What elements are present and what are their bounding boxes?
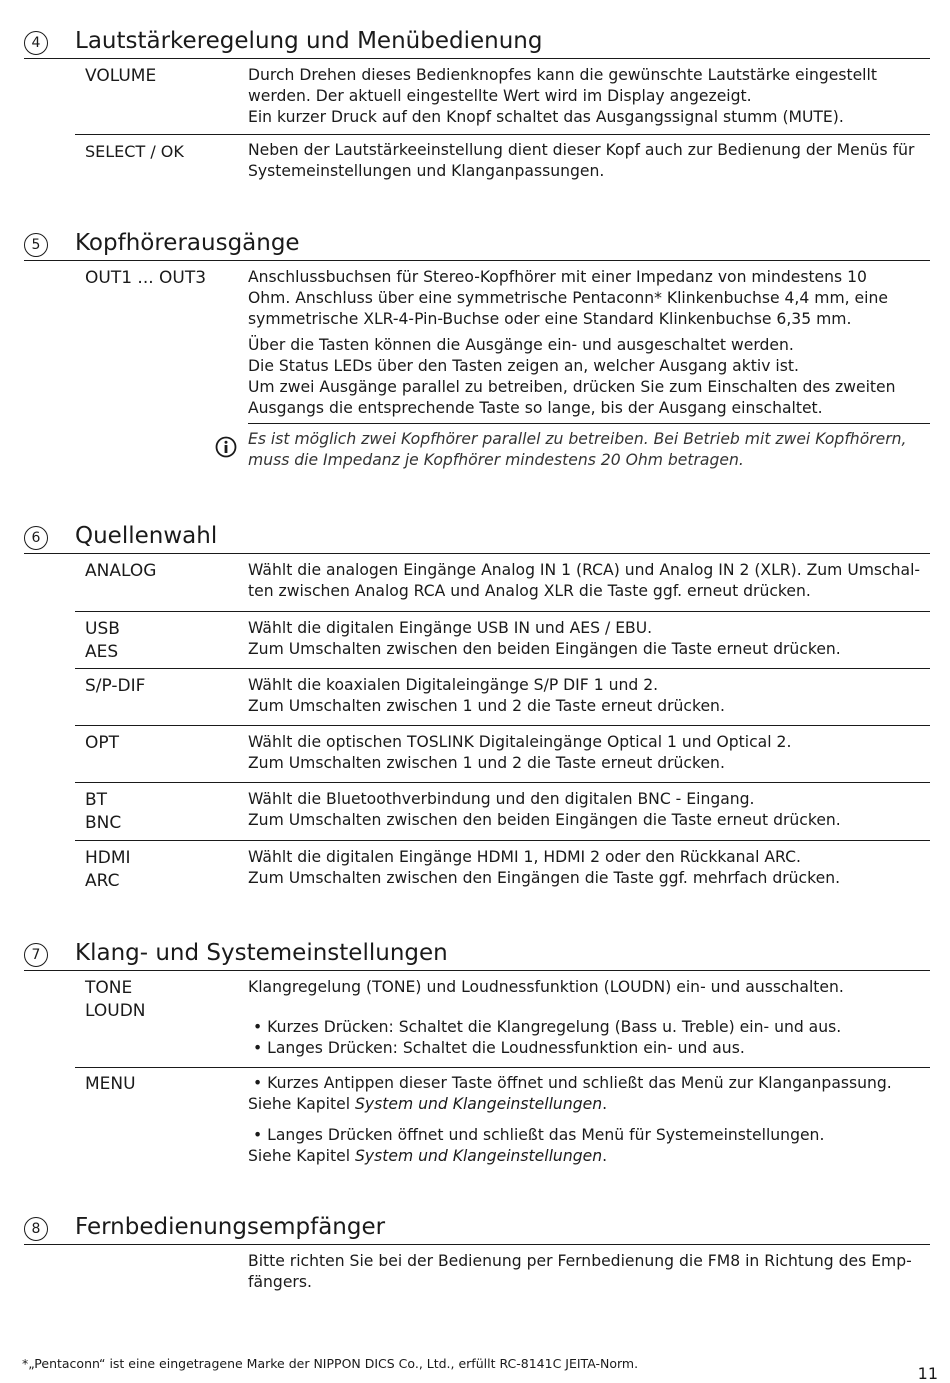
row-label: USB AES	[85, 619, 120, 662]
table-row	[75, 976, 930, 1068]
table-row	[75, 782, 930, 839]
section-rule	[24, 1244, 930, 1245]
table-row	[75, 668, 930, 725]
section-remote-receiver	[24, 1210, 930, 1291]
table-row	[75, 1067, 930, 1178]
row-description: Wählt die analogen Eingänge Analog IN 1 (RCA) und Analog IN 2 (XLR). Zum Umschal- ten zwischen Analog RCA und Analog XLR die Taste ggf. erneut drücken.	[248, 561, 921, 600]
section-rule	[24, 553, 930, 554]
section-title: Lautstärkeregelung und Menübedienung	[75, 28, 543, 54]
row-description: Durch Drehen dieses Bedienknopfes kann die gewünschte Lautstärke eingestellt werden. Der aktuell eingestellte Wert wird im Display angezeigt. Ein kurzer Druck auf den Knopf schaltet das Ausgangssignal stumm (MUTE).	[248, 66, 877, 126]
list-item: • Langes Drücken: Schaltet die Loudnessfunktion ein- und aus.	[248, 1039, 745, 1057]
row-label: VOLUME	[85, 66, 157, 86]
section-rule	[24, 970, 930, 971]
row-label: TONE LOUDN	[85, 978, 146, 1021]
table-row	[75, 134, 930, 185]
row-label: BT BNC	[85, 790, 122, 833]
row-description: Bitte richten Sie bei der Bedienung per Fernbedienung die FM8 in Richtung des Emp- fängers.	[248, 1252, 912, 1291]
row-description: Neben der Lautstärkeeinstellung dient dieser Kopf auch zur Bedienung der Menüs für Systemeinstellungen und Klanganpassungen.	[248, 141, 915, 180]
row-label: MENU	[85, 1074, 136, 1094]
section-source-selection	[24, 519, 930, 891]
section-sound-system-settings	[24, 936, 930, 1165]
section-volume-menu	[24, 24, 930, 180]
row-description: Anschlussbuchsen für Stereo-Kopfhörer mit einer Impedanz von mindestens 10 Ohm. Anschluss über eine symmetrische Pentaconn* Klinkenbuchse 4,4 mm, eine symmetrische XLR-4-Pin-Buchse oder eine Standard Klinkenbuchse 6,35 mm. Über die Tasten können die Ausgänge ein- und ausgeschaltet werden. Die Status LEDs über den Tasten zeigen an, welcher Ausgang aktiv ist. Um zwei Ausgänge parallel zu betreiben, drücken Sie zum Einschalten des zweiten Ausgangs die entsprechende Taste so lange, bis der Ausgang einschaltet.	[248, 268, 896, 417]
table-row	[75, 1250, 930, 1300]
section-rule	[24, 260, 930, 261]
section-number: 5	[24, 233, 48, 257]
row-description: Wählt die koaxialen Digitaleingänge S/P DIF 1 und 2. Zum Umschalten zwischen 1 und 2 die Taste erneut drücken.	[248, 676, 725, 715]
row-label: S/P-DIF	[85, 676, 146, 696]
section-number: 8	[24, 1217, 48, 1241]
row-label: SELECT / OK	[85, 142, 184, 161]
row-label: ANALOG	[85, 561, 157, 581]
row-description: Wählt die Bluetoothverbindung und den digitalen BNC - Eingang. Zum Umschalten zwischen den beiden Eingängen die Taste erneut drücken.	[248, 790, 841, 829]
section-number: 6	[24, 526, 48, 550]
section-title: Fernbedienungsempfänger	[75, 1214, 386, 1240]
row-description: Wählt die optischen TOSLINK Digitaleingänge Optical 1 und Optical 2. Zum Umschalten zwischen 1 und 2 die Taste erneut drücken.	[248, 733, 792, 772]
section-title: Kopfhörerausgänge	[75, 230, 300, 256]
table-row	[75, 559, 930, 611]
info-note-text: Es ist möglich zwei Kopfhörer parallel zu betreiben. Bei Betrieb mit zwei Kopfhörern, muss die Impedanz je Kopfhörer mindestens 20 Ohm betragen.	[248, 430, 907, 469]
row-description: Wählt die digitalen Eingänge USB IN und AES / EBU. Zum Umschalten zwischen den beiden Eingängen die Taste erneut drücken.	[248, 619, 841, 658]
info-circle-icon	[215, 436, 237, 458]
table-row	[75, 64, 930, 132]
section-title: Quellenwahl	[75, 523, 218, 549]
section-number: 7	[24, 943, 48, 967]
row-label: OPT	[85, 733, 120, 753]
section-headphone-outputs	[24, 226, 930, 469]
table-row	[75, 725, 930, 782]
page-number: 11	[917, 1364, 938, 1383]
row-description: • Kurzes Antippen dieser Taste öffnet und schließt das Menü zur Klanganpassung. Siehe Kapitel System und Klangeinstellungen. • Langes Drücken öffnet und schließt das Menü für Systemeinstellungen. Siehe Kapitel System und Klangeinstellungen.	[248, 1074, 892, 1165]
section-title: Klang- und Systemeinstellungen	[75, 940, 448, 966]
info-note-rule	[248, 423, 930, 424]
row-description: Klangregelung (TONE) und Loudnessfunktion (LOUDN) ein- und ausschalten. • Kurzes Drücken: Schaltet die Klangregelung (Bass u. Treble) ein- und aus. • Langes Drücken: Schaltet die Loudnessfunktion ein- und aus.	[248, 977, 930, 1059]
chapter-reference: System und Klangeinstellungen	[355, 1147, 603, 1165]
table-row	[75, 611, 930, 668]
row-label: HDMI ARC	[85, 848, 131, 891]
section-number: 4	[24, 31, 48, 55]
chapter-reference: System und Klangeinstellungen	[355, 1095, 603, 1113]
footnote: *„Pentaconn“ ist eine eingetragene Marke der NIPPON DICS Co., Ltd., erfüllt RC-8141C JEITA-Norm.	[22, 1356, 639, 1371]
row-description: Wählt die digitalen Eingänge HDMI 1, HDMI 2 oder den Rückkanal ARC. Zum Umschalten zwischen den Eingängen die Taste ggf. mehrfach drücken.	[248, 848, 841, 887]
list-item: • Kurzes Drücken: Schaltet die Klangregelung (Bass u. Treble) ein- und aus.	[248, 1018, 842, 1036]
section-rule	[24, 58, 930, 59]
table-row	[75, 266, 930, 476]
table-row	[75, 840, 930, 897]
row-label: OUT1 ... OUT3	[85, 268, 207, 288]
